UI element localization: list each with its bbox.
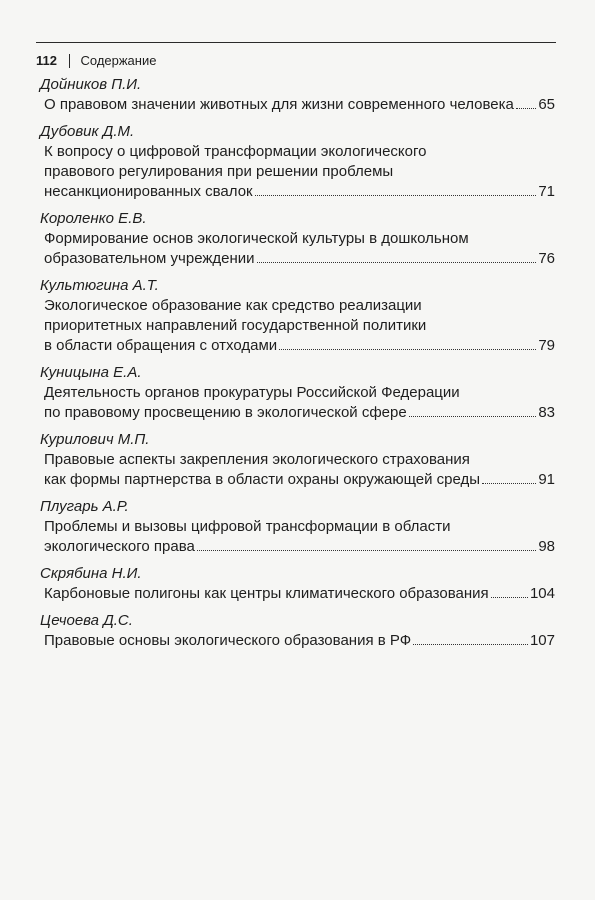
toc-entry-last-line [40,403,555,423]
toc-entry-title-end: по правовому просвещению в экологической сфере [44,404,407,421]
section-title: Содержание [80,53,157,68]
toc-entry-last-line [40,537,555,557]
toc-entry-page-number: 65 [538,96,555,113]
toc-entry-author: Дубовик Д.М. [40,123,135,140]
toc-entry-author: Скрябина Н.И. [40,565,142,582]
toc-entry-title-line: К вопросу о цифровой трансформации экологического [44,143,427,160]
dot-leader [491,597,528,598]
toc-entry-author: Плугарь А.Р. [40,498,129,515]
toc-entry-title-end: в области обращения с отходами [44,337,278,354]
toc-entry-author: Культюгина А.Т. [40,277,159,294]
toc-entry-page-number: 83 [538,404,555,421]
toc-entry-author: Курилович М.П. [40,431,150,448]
toc-entry [40,564,555,604]
toc-entry [40,611,555,651]
page-number: 112 [36,53,57,68]
header-separator [69,54,71,68]
toc-entry-page-number: 98 [538,538,555,555]
toc-entry-author: Цечоева Д.С. [40,612,133,629]
dot-leader [255,195,537,196]
toc-entry-title-line: Экологическое образование как средство реализации [44,297,422,314]
toc-entry-page-number: 104 [529,585,555,602]
toc-entry-title-end: экологического права [44,538,195,555]
toc-entry-last-line [40,249,555,269]
toc-entry-page-number: 76 [538,250,555,267]
toc-entry-title-end: образовательном учреждении [44,250,255,267]
dot-leader [409,416,537,417]
toc-entry [40,497,555,557]
toc-entry-title-line: Проблемы и вызовы цифровой трансформации в области [44,518,451,535]
toc-entry [40,363,555,423]
toc-entry-page-number: 71 [538,183,555,200]
toc-entry-page-number: 107 [529,632,555,649]
toc-entry-title-end: несанкционированных свалок [44,183,253,200]
toc-entry-last-line [40,631,555,651]
dot-leader [257,262,537,263]
toc-entry-page-number: 79 [538,337,555,354]
toc-entry-title-line: приоритетных направлений государственной политики [44,317,427,334]
toc-entry-page-number: 91 [538,471,555,488]
dot-leader [413,644,528,645]
dot-leader [197,550,536,551]
toc-entry-last-line [40,336,555,356]
table-of-contents [40,75,555,658]
dot-leader [279,349,536,350]
toc-entry-title-end: Карбоновые полигоны как центры климатического образования [44,585,489,602]
toc-entry-title-end: Правовые основы экологического образования в РФ [44,632,412,649]
running-header [36,42,556,69]
toc-entry [40,75,555,115]
toc-entry-author: Куницына Е.А. [40,364,142,381]
toc-entry-author: Короленко Е.В. [40,210,147,227]
toc-entry [40,276,555,356]
toc-entry-last-line [40,470,555,490]
dot-leader [516,108,536,109]
toc-entry [40,430,555,490]
toc-entry-last-line [40,182,555,202]
toc-entry-last-line [40,95,555,115]
dot-leader [482,483,536,484]
toc-entry-title-line: правового регулирования при решении проблемы [44,163,394,180]
toc-entry-last-line [40,584,555,604]
toc-entry [40,122,555,202]
toc-entry-author: Дойников П.И. [40,76,142,93]
toc-entry-title-end: как формы партнерства в области охраны окружающей среды [44,471,481,488]
toc-entry-title-line: Деятельность органов прокуратуры Российской Федерации [44,384,460,401]
toc-entry-title-line: Формирование основ экологической культуры в дошкольном [44,230,469,247]
toc-entry [40,209,555,269]
toc-entry-title-line: Правовые аспекты закрепления экологического страхования [44,451,470,468]
toc-entry-title-end: О правовом значении животных для жизни современного человека [44,96,514,113]
